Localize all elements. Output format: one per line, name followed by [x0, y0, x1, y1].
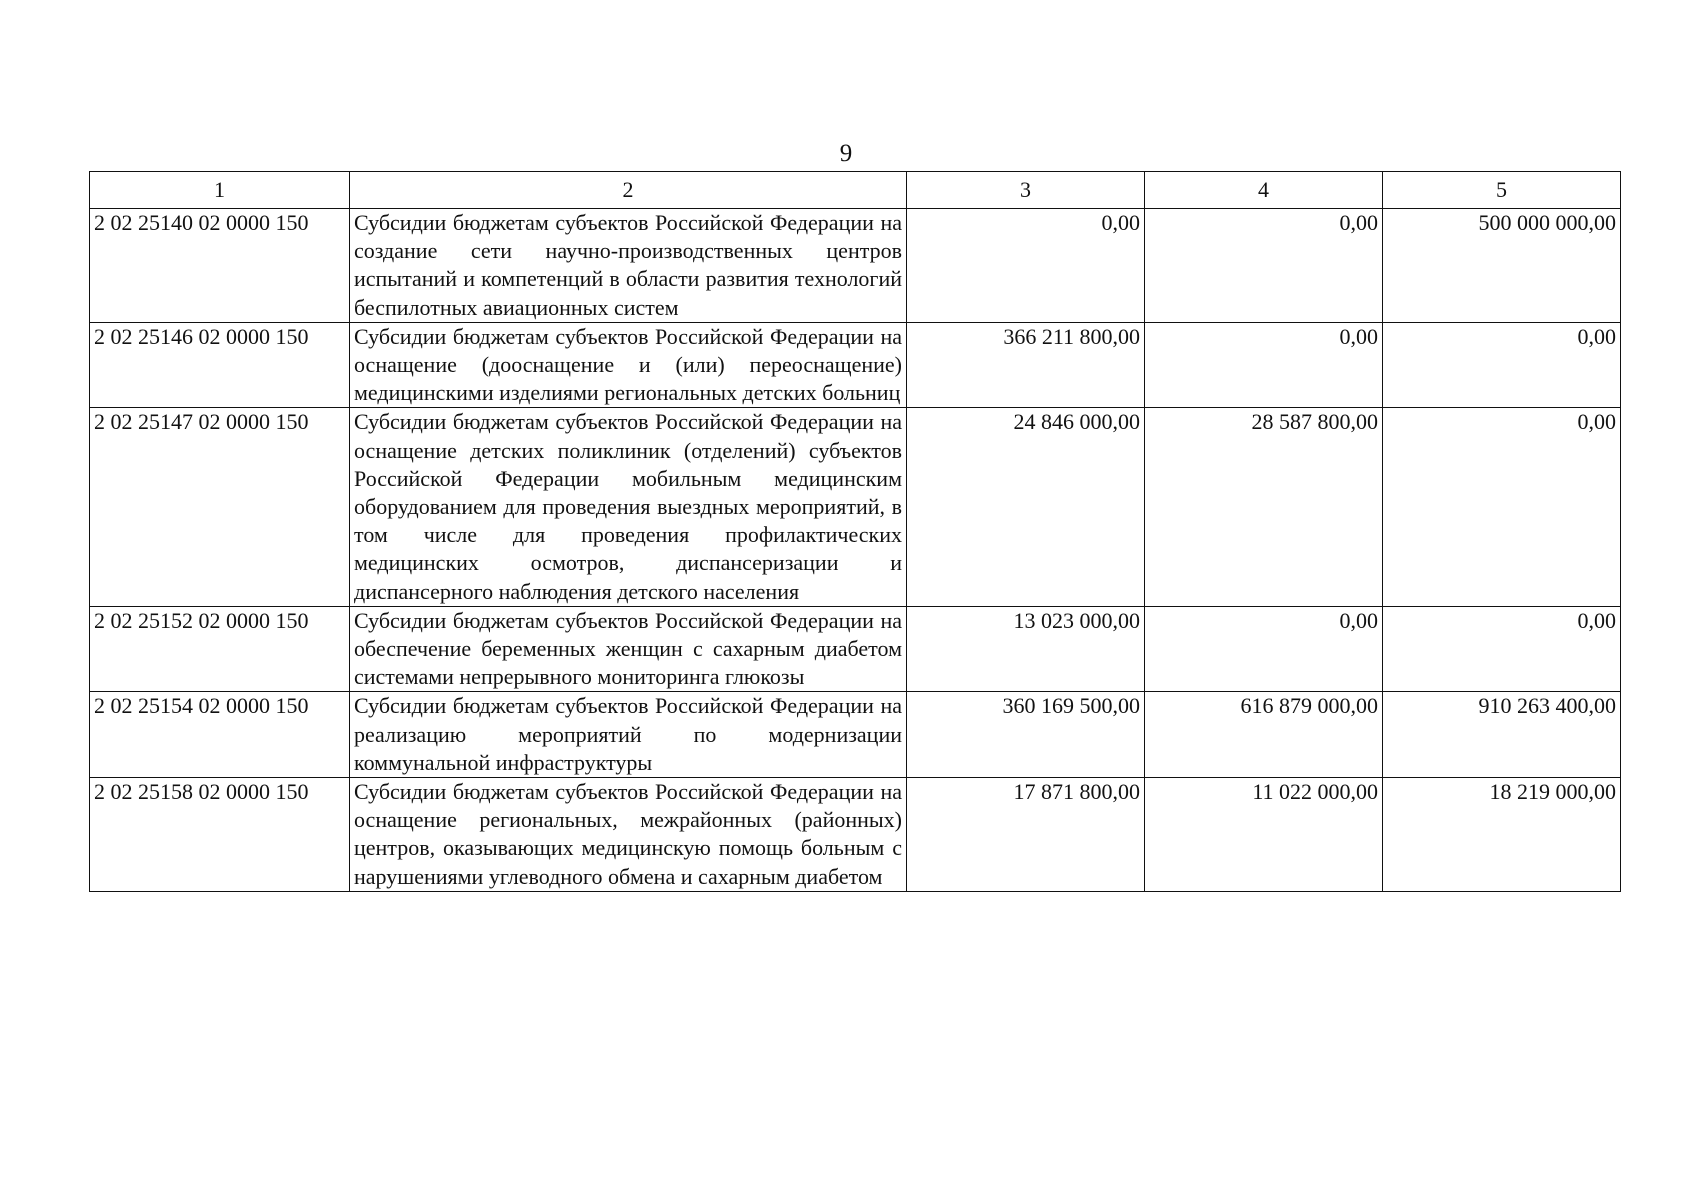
classification-code: 2 02 25158 02 0000 150 [90, 778, 350, 892]
amount-col3: 360 169 500,00 [907, 692, 1145, 778]
amount-col5: 500 000 000,00 [1383, 209, 1621, 323]
column-header-5: 5 [1383, 172, 1621, 209]
table-row [90, 408, 1621, 606]
amount-col4: 28 587 800,00 [1145, 408, 1383, 606]
amount-col4: 11 022 000,00 [1145, 778, 1383, 892]
amount-col5: 910 263 400,00 [1383, 692, 1621, 778]
classification-code: 2 02 25146 02 0000 150 [90, 322, 350, 408]
amount-col5: 0,00 [1383, 322, 1621, 408]
table-row [90, 209, 1621, 323]
table-header-row [90, 172, 1621, 209]
classification-code: 2 02 25140 02 0000 150 [90, 209, 350, 323]
classification-code: 2 02 25147 02 0000 150 [90, 408, 350, 606]
revenue-description: Субсидии бюджетам субъектов Российской Федерации на реализацию мероприятий по модернизации коммунальной инфраструктуры [350, 692, 907, 778]
table-row [90, 606, 1621, 692]
amount-col3: 0,00 [907, 209, 1145, 323]
amount-col5: 18 219 000,00 [1383, 778, 1621, 892]
amount-col4: 0,00 [1145, 606, 1383, 692]
amount-col3: 13 023 000,00 [907, 606, 1145, 692]
revenue-description: Субсидии бюджетам субъектов Российской Федерации на обеспечение беременных женщин с сахарным диабетом системами непрерывного мониторинга глюкозы [350, 606, 907, 692]
table-row [90, 778, 1621, 892]
revenue-description: Субсидии бюджетам субъектов Российской Федерации на оснащение региональных, межрайонных (районных) центров, оказывающих медицинскую помощь больным с нарушениями углеводного обмена и сахарным диабетом [350, 778, 907, 892]
revenue-description: Субсидии бюджетам субъектов Российской Федерации на оснащение (дооснащение и (или) переоснащение) медицинскими изделиями региональных детских больниц [350, 322, 907, 408]
amount-col5: 0,00 [1383, 408, 1621, 606]
classification-code: 2 02 25152 02 0000 150 [90, 606, 350, 692]
column-header-2: 2 [350, 172, 907, 209]
column-header-4: 4 [1145, 172, 1383, 209]
amount-col3: 366 211 800,00 [907, 322, 1145, 408]
column-header-3: 3 [907, 172, 1145, 209]
page-number: 9 [839, 140, 853, 167]
revenue-description: Субсидии бюджетам субъектов Российской Федерации на создание сети научно-производственных центров испытаний и компетенций в области развития технологий беспилотных авиационных систем [350, 209, 907, 323]
amount-col3: 24 846 000,00 [907, 408, 1145, 606]
amount-col5: 0,00 [1383, 606, 1621, 692]
budget-table [89, 171, 1621, 892]
table-row [90, 322, 1621, 408]
table-row [90, 692, 1621, 778]
amount-col4: 0,00 [1145, 322, 1383, 408]
revenue-description: Субсидии бюджетам субъектов Российской Федерации на оснащение детских поликлиник (отделений) субъектов Российской Федерации мобильным медицинским оборудованием для проведения выездных мероприятий, в том числе для проведения профилактических медицинских осмотров, диспансеризации и диспансерного наблюдения детского населения [350, 408, 907, 606]
amount-col4: 0,00 [1145, 209, 1383, 323]
amount-col4: 616 879 000,00 [1145, 692, 1383, 778]
amount-col3: 17 871 800,00 [907, 778, 1145, 892]
classification-code: 2 02 25154 02 0000 150 [90, 692, 350, 778]
column-header-1: 1 [90, 172, 350, 209]
